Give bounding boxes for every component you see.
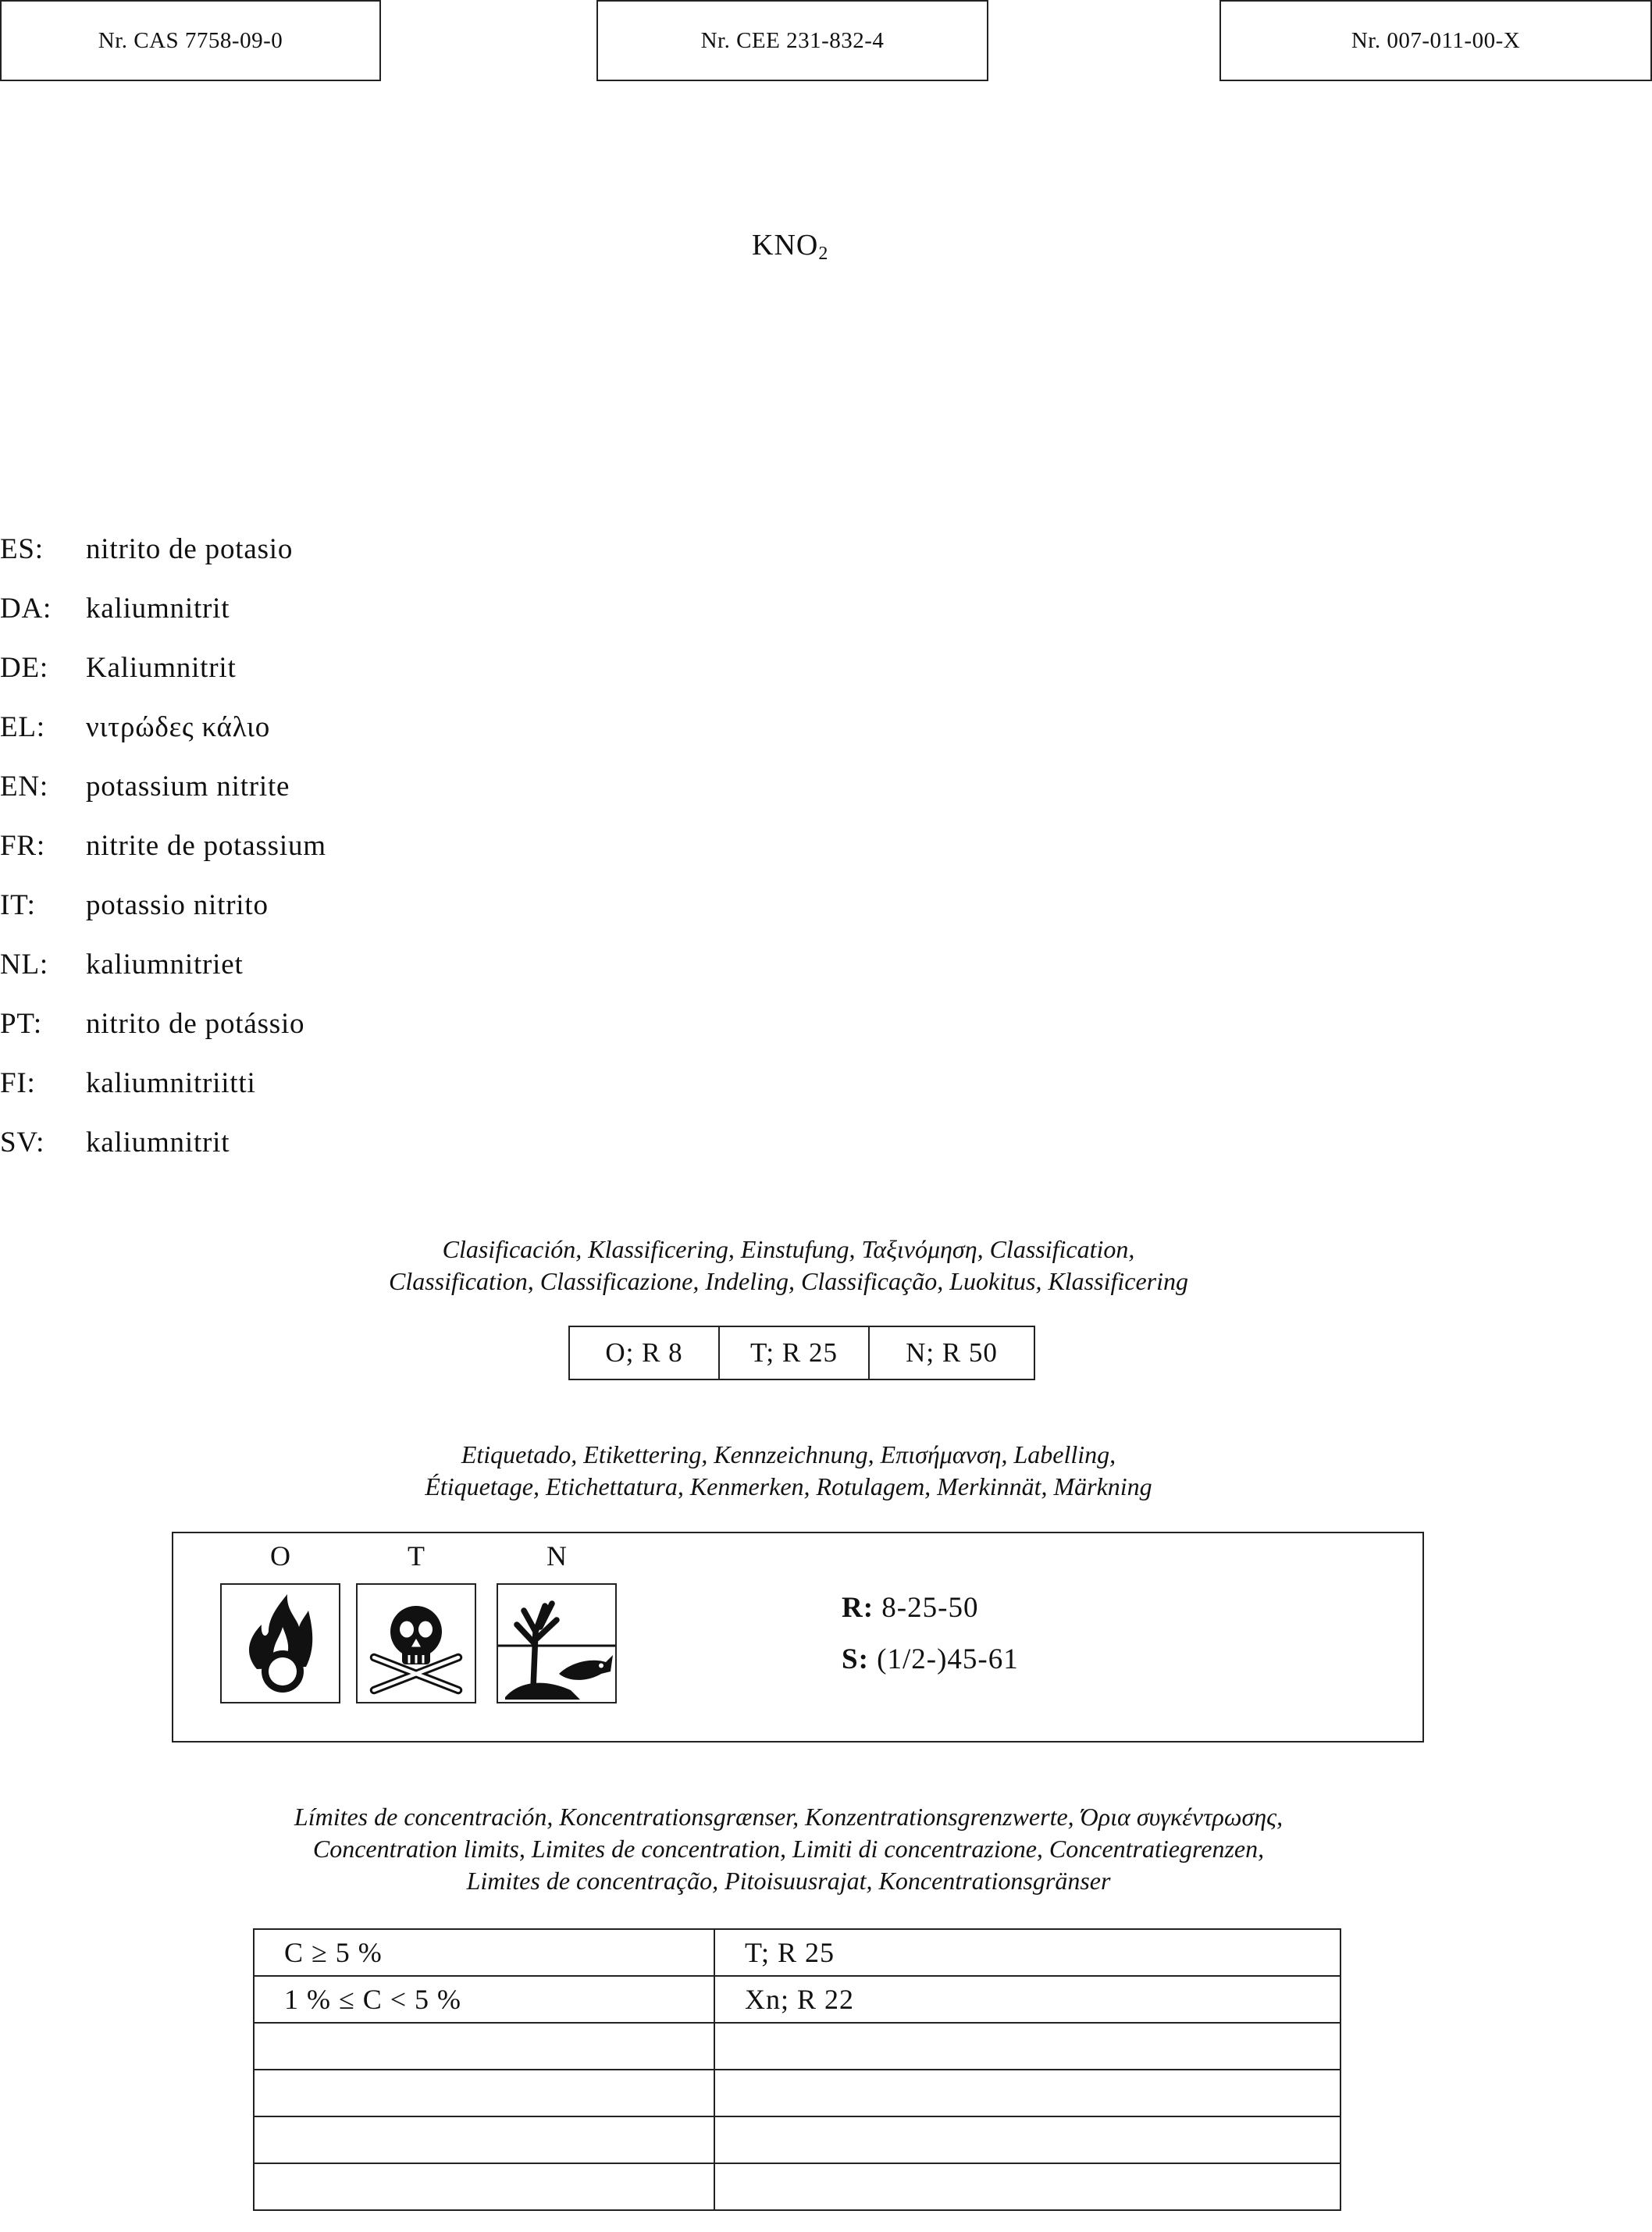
- table-cell-classification: T; R 25: [714, 1929, 1340, 1976]
- labelling-heading: [234, 1439, 1343, 1503]
- classification-heading-line: Clasificación, Klassificering, Einstufung, Ταξινόμηση, Classification,: [442, 1235, 1135, 1263]
- name-row: [0, 875, 326, 934]
- table-row: [254, 2023, 1340, 2070]
- name-row: [0, 1112, 326, 1172]
- substance-name: nitrite de potassium: [86, 829, 326, 862]
- language-code: PT:: [0, 1007, 43, 1040]
- labelling-box: [172, 1532, 1424, 1743]
- table-row: [254, 1976, 1340, 2023]
- symbol-letter: T: [408, 1540, 425, 1572]
- cas-number: Nr. CAS 7758-09-0: [98, 27, 283, 53]
- safety-value: (1/2-)45-61: [877, 1643, 1019, 1675]
- flame-over-circle-icon: [220, 1583, 340, 1703]
- table-cell-limit: C ≥ 5 %: [254, 1929, 714, 1976]
- formula-subscript: 2: [818, 244, 829, 264]
- labelling-heading-line: Etiquetado, Etikettering, Kennzeichnung, Επισήμανση, Labelling,: [461, 1440, 1116, 1468]
- table-cell-limit: 1 % ≤ C < 5 %: [254, 1976, 714, 2023]
- language-code: DE:: [0, 651, 49, 684]
- table-cell-classification: [714, 2163, 1340, 2210]
- substance-name: potassium nitrite: [86, 770, 290, 803]
- table-cell-classification: [714, 2023, 1340, 2070]
- substance-name: kaliumnitriitti: [86, 1066, 256, 1099]
- symbol-letter: O: [270, 1540, 290, 1572]
- name-row: [0, 578, 326, 638]
- name-row: [0, 519, 326, 578]
- table-cell-classification: [714, 2070, 1340, 2116]
- name-row: [0, 816, 326, 875]
- dead-tree-fish-icon: [497, 1583, 617, 1703]
- table-cell-classification: Xn; R 22: [714, 1976, 1340, 2023]
- substance-name: Kaliumnitrit: [86, 651, 237, 684]
- table-row: [254, 2163, 1340, 2210]
- concentration-heading-line: Concentration limits, Limites de concentration, Limiti di concentrazione, Concentratiegrenzen,: [312, 1835, 1265, 1863]
- table-cell-limit: [254, 2163, 714, 2210]
- classification-heading-line: Classification, Classificazione, Indeling, Classificação, Luokitus, Klassificering: [388, 1267, 1188, 1295]
- formula-base: KNO: [752, 229, 819, 262]
- language-code: EN:: [0, 770, 49, 803]
- safety-label: S:: [842, 1643, 869, 1675]
- language-names-list: [0, 519, 326, 1172]
- risk-value: 8-25-50: [881, 1592, 979, 1624]
- substance-name: kaliumnitrit: [86, 1126, 230, 1159]
- concentration-table: [253, 1928, 1341, 2211]
- language-code: FI:: [0, 1066, 36, 1099]
- language-code: IT:: [0, 888, 36, 921]
- classification-cell: T; R 25: [720, 1327, 870, 1379]
- concentration-heading-line: Límites de concentración, Koncentrationsgrænser, Konzentrationsgrenzwerte, Όρια συγκέντρωσης,: [294, 1803, 1284, 1831]
- name-row: [0, 756, 326, 816]
- classification-heading: [234, 1233, 1343, 1298]
- name-row: [0, 934, 326, 994]
- language-code: NL:: [0, 948, 49, 981]
- substance-name: potassio nitrito: [86, 888, 269, 921]
- cee-number: Nr. CEE 231-832-4: [700, 27, 885, 53]
- index-number: Nr. 007-011-00-X: [1351, 27, 1521, 53]
- classification-cell: N; R 50: [906, 1337, 998, 1368]
- cas-number-box: [0, 0, 381, 81]
- table-cell-limit: [254, 2070, 714, 2116]
- classification-box: [568, 1326, 1035, 1380]
- table-cell-limit: [254, 2116, 714, 2163]
- table-row: [254, 1929, 1340, 1976]
- risk-phrases: [842, 1591, 978, 1625]
- language-code: FR:: [0, 829, 45, 862]
- name-row: [0, 638, 326, 697]
- substance-name: kaliumnitrit: [86, 592, 230, 625]
- chemical-formula: [752, 228, 828, 265]
- table-row: [254, 2116, 1340, 2163]
- language-code: SV:: [0, 1126, 45, 1159]
- concentration-heading: [156, 1801, 1421, 1897]
- concentration-heading-line: Limites de concentração, Pitoisuusrajat, Koncentrationsgränser: [466, 1867, 1111, 1895]
- classification-cell: O; R 8: [570, 1327, 720, 1379]
- cee-number-box: [596, 0, 988, 81]
- language-code: DA:: [0, 592, 52, 625]
- name-row: [0, 1053, 326, 1112]
- table-row: [254, 2070, 1340, 2116]
- skull-crossbones-icon: [356, 1583, 476, 1703]
- index-number-box: [1219, 0, 1652, 81]
- symbol-letter: N: [547, 1540, 567, 1572]
- substance-name: nitrito de potássio: [86, 1007, 305, 1040]
- table-cell-classification: [714, 2116, 1340, 2163]
- substance-name: kaliumnitriet: [86, 948, 244, 981]
- substance-name: νιτρώδες κάλιο: [86, 710, 271, 743]
- table-cell-limit: [254, 2023, 714, 2070]
- risk-label: R:: [842, 1592, 874, 1624]
- substance-name: nitrito de potasio: [86, 532, 294, 565]
- safety-phrases: [842, 1643, 1019, 1676]
- labelling-heading-line: Étiquetage, Etichettatura, Kenmerken, Rotulagem, Merkinnät, Märkning: [425, 1472, 1152, 1500]
- name-row: [0, 994, 326, 1053]
- name-row: [0, 697, 326, 756]
- language-code: EL:: [0, 710, 45, 743]
- language-code: ES:: [0, 532, 44, 565]
